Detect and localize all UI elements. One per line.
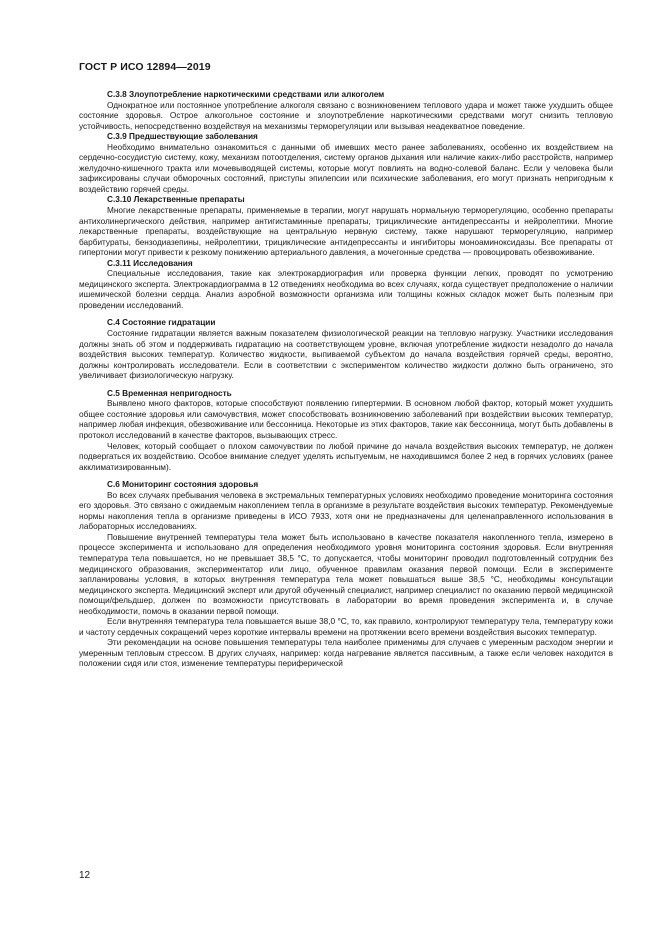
section-heading: С.3.10 Лекарственные препараты [107, 195, 245, 205]
document-header: ГОСТ Р ИСО 12894—2019 [79, 61, 211, 73]
section-heading: С.4 Состояние гидратации [107, 318, 216, 328]
section-heading: С.3.8 Злоупотребление наркотическими средствами или алкоголем [107, 90, 385, 99]
paragraph: Выявлено много факторов, которые способствуют появлению гипертермии. В основном любой фактор, который может ухудшить общее состояние здоровья или самочувствия, может способствовать возникновению заболеваний при воздействии высоких температур, например любая инфекция, обезвоживание или бессонница. Некоторые из этих факторов, такие как бессонница, могут быть добавлены в протокол исследований в качестве факторов, вызывающих стресс. [79, 399, 613, 440]
paragraph: Если внутренняя температура тела повышается выше 38,0 °С, то, как правило, контролируют температуру тела, температуру кожи и частоту сердечных сокращений через короткие интервалы времени на протяжении всего времени воздействия высоких температур. [79, 617, 613, 637]
paragraph: Специальные исследования, такие как электрокардиография или проверка функции легких, проводят по усмотрению медицинского эксперта. Электрокардиограмма в 12 отведениях необходима во всех случаях, когда существует предположение о наличии ишемической болезни сердца. Анализ аэробной возможности организма или толщины кожных складок может быть полезным при проведении исследований. [79, 269, 613, 310]
paragraph: Однократное или постоянное употребление алкоголя связано с возникновением теплового удара и может также ухудшить общее состояние здоровья. Острое алкогольное состояние и злоупотребление наркотическими средствами могут снизить тепловую устойчивость, непосредственно воздействуя на механизмы терморегуляции или вызывая неадекватное поведение. [79, 100, 613, 131]
paragraph: Повышение внутренней температуры тела может быть использовано в качестве показателя накопленного тепла, измерено в процессе эксперимента и использовано для определения необходимого уровня мониторинга состояния здоровья. Если внутренняя температура тела повышается, но не превышает 38,5 °С, то допускается, чтобы мониторинг проводил подготовленный сотрудник без медицинского образования, экспериментатор или лицо, обученное правилам оказания первой помощи. Если в эксперименте запланированы условия, в которых внутренняя температура тела может повышаться выше 38,5 °С, необходимы консультации медицинского эксперта. Медицинский эксперт или другой обученный специалист, например специалист по оказанию первой медицинской помощи/фельдшер, должен по возможности присутствовать в лаборатории во время проведения эксперимента и, в случае необходимости, помочь в оказании первой помощи. [79, 532, 613, 616]
paragraph: Эти рекомендации на основе повышения температуры тела наиболее применимы для случаев с умеренным расходом энергии и умеренным тепловым стрессом. В других случаях, например: когда нагревание является пассивным, а также если человек находится в положении сидя или стоя, изменение температуры периферической [79, 638, 613, 669]
paragraph: Во всех случаях пребывания человека в экстремальных температурных условиях необходимо проведение мониторинга состояния его здоровья. Это связано с ожидаемым накоплением тепла в организме в результате воздействия высоких температур. Рекомендуемые нормы накопления тепла в организме приведены в ИСО 7933, хотя они не предназначены для целенаправленного использования в лабораторных исследованиях. [79, 490, 613, 532]
paragraph: Человек, который сообщает о плохом самочувствии по любой причине до начала воздействия высоких температур, не должен подвергаться их воздействию. Особое внимание следует уделять испытуемым, не находившимся более 2 нед в горячих условиях (ранее акклиматизированным). [79, 441, 613, 472]
page-number: 12 [79, 870, 91, 881]
paragraph: Многие лекарственные препараты, применяемые в терапии, могут нарушать нормальную терморегуляцию, особенно препараты антихолинергического действия, например антигистаминные препараты, трициклические антидепрессанты и нейролептики. Многие лекарственные препараты, воздействующие на центральную нервную систему, также нарушают терморегуляцию, например барбитураты, бензодиазепины, нейролептики, трициклические антидепрессанты и ингибиторы моноаминоксидазы. Все препараты от гипертонии могут привести к резкому понижению артериального давления, а мочегонные средства — провоцировать обезвоживание. [79, 206, 613, 258]
document-body [79, 90, 613, 670]
paragraph: Состояние гидратации является важным показателем физиологической реакции на тепловую нагрузку. Участники исследования должны знать об этом и поддерживать гидратацию на соответствующем уровне, включая употребление жидкости незадолго до начала воздействия высоких температур. Количество жидкости, выпиваемой субъектом до начала воздействия горячей среды, вероятно, должны контролировать исследователи. Если в соответствии с экспериментом количество жидкости должно быть ограничено, это увеличивает физиологическую нагрузку. [79, 329, 613, 381]
section-heading: С.5 Временная непригодность [107, 388, 232, 398]
paragraph: Необходимо внимательно ознакомиться с данными об имевших место ранее заболеваниях, особенно их воздействием на сердечно-сосудистую систему, кожу, механизм потоотделения, систему органов дыхания или наличие каких-либо расстройств, например желудочно-кишечного тракта или мочевыводящей системы, которые могут повлиять на водно-солевой баланс. Если у человека были зафиксированы случаи обморочных состояний, приступы эпилепсии или психические заболевания, его могут признать непригодным к воздействию горячей среды. [79, 142, 613, 194]
section-heading: С.6 Мониторинг состояния здоровья [107, 480, 259, 490]
section-heading: С.3.11 Исследования [107, 258, 193, 268]
section-heading: С.3.9 Предшествующие заболевания [107, 132, 258, 142]
